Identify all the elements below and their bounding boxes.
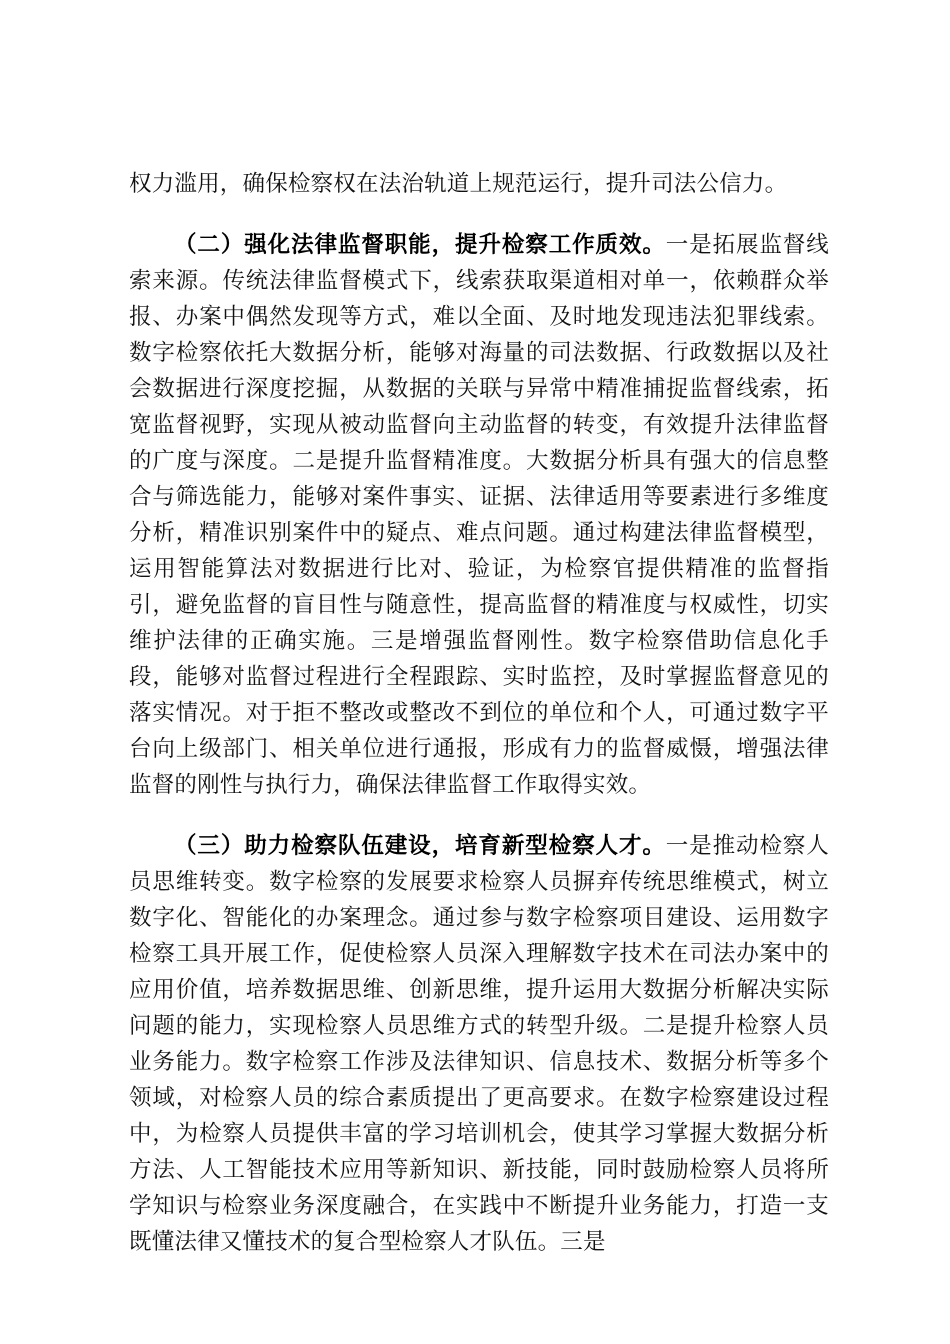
paragraph-gap bbox=[129, 202, 829, 227]
section-three-text: 一是推动检察人员思维转变。数字检察的发展要求检察人员摒弃传统思维模式，树立数字化、智能化的办案理念。通过参与数字检察项目建设、运用数字检察工具开展工作，促使检察人员深入理解数字技术在司法办案中的应用价值，培养数据思维、创新思维，提升运用大数据分析解决实际问题的能力，实现检察人员思维方式的转型升级。二是提升检察人员业务能力。数字检察工作涉及法律知识、信息技术、数据分析等多个领域，对检察人员的综合素质提出了更高要求。在数字检察建设过程中，为检察人员提供丰富的学习培训机会，使其学习掌握大数据分析方法、人工智能技术应用等新知识、新技能，同时鼓励检察人员将所学知识与检察业务深度融合，在实践中不断提升业务能力，打造一支既懂法律又懂技术的复合型检察人才队伍。三是 bbox=[129, 833, 830, 1255]
document-body bbox=[129, 166, 829, 1260]
section-three-heading: （三）助力检察队伍建设，培育新型检察人才。 bbox=[174, 833, 666, 859]
section-two-text: 一是拓展监督线索来源。传统法律监督模式下，线索获取渠道相对单一，依赖群众举报、办案中偶然发现等方式，难以全面、及时地发现违法犯罪线索。数字检察依托大数据分析，能够对海量的司法数据、行政数据以及社会数据进行深度挖掘，从数据的关联与异常中精准捕捉监督线索，拓宽监督视野，实现从被动监督向主动监督的转变，有效提升法律监督的广度与深度。二是提升监督精准度。大数据分析具有强大的信息整合与筛选能力，能够对案件事实、证据、法律适用等要素进行多维度分析，精准识别案件中的疑点、难点问题。通过构建法律监督模型，运用智能算法对数据进行比对、验证，为检察官提供精准的监督指引，避免监督的盲目性与随意性，提高监督的精准度与权威性，切实维护法律的正确实施。三是增强监督刚性。数字检察借助信息化手段，能够对监督过程进行全程跟踪、实时监控，及时掌握监督意见的落实情况。对于拒不整改或整改不到位的单位和个人，可通过数字平台向上级部门、相关单位进行通报，形成有力的监督威慑，增强法律监督的刚性与执行力，确保法律监督工作取得实效。 bbox=[129, 232, 830, 798]
paragraph-gap bbox=[129, 803, 829, 828]
section-three-paragraph bbox=[129, 828, 829, 1260]
section-two-paragraph bbox=[129, 227, 829, 803]
paragraph-text: 权力滥用，确保检察权在法治轨道上规范运行，提升司法公信力。 bbox=[129, 171, 788, 197]
section-two-heading: （二）强化法律监督职能，提升检察工作质效。 bbox=[174, 232, 666, 258]
continuation-paragraph bbox=[129, 166, 829, 202]
